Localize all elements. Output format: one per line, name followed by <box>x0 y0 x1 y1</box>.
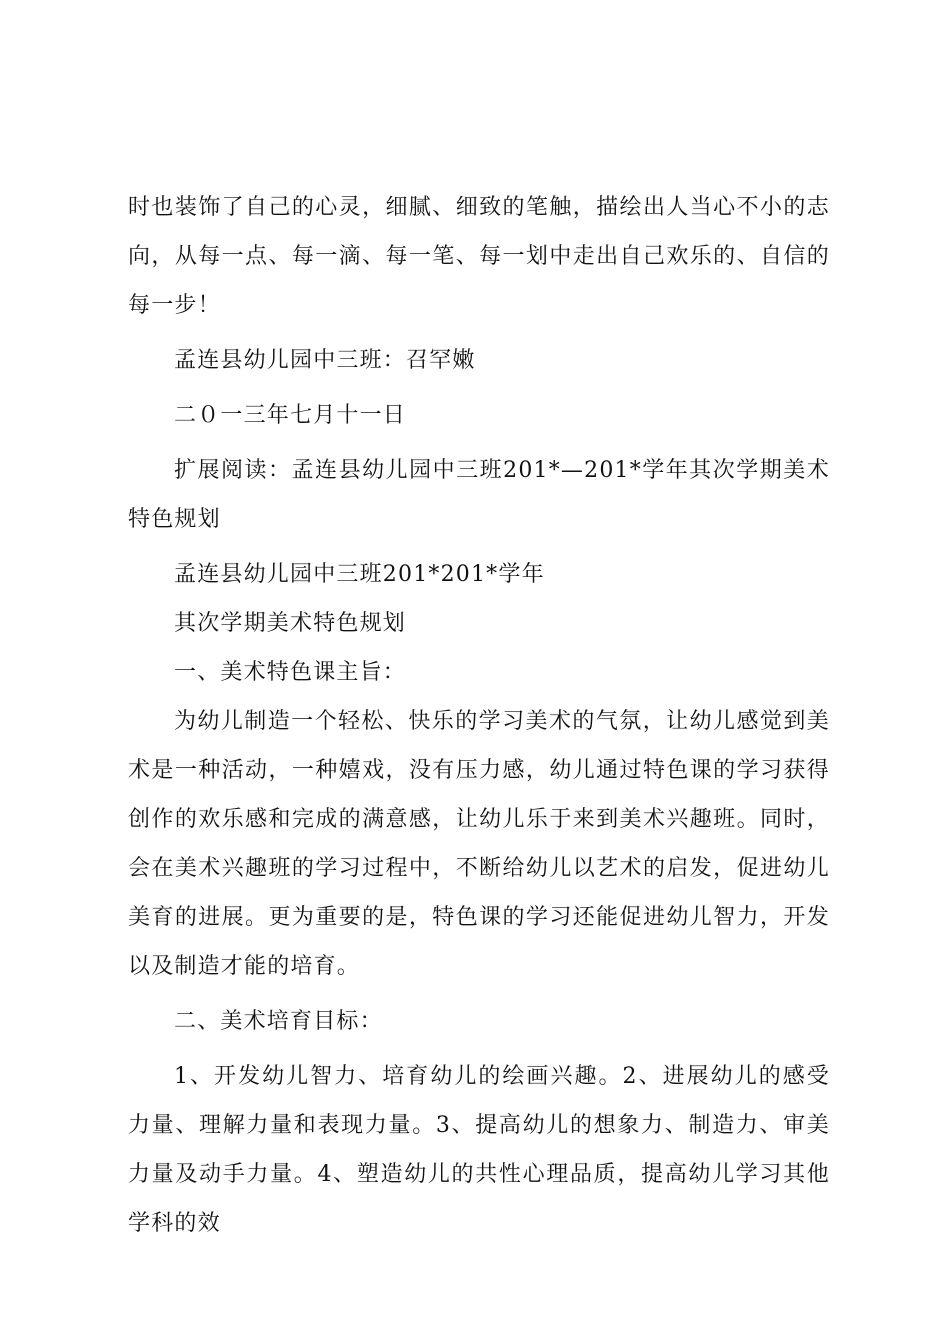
signature-date: 二０一三年七月十一日 <box>174 403 407 428</box>
extended-reading-heading: 扩展阅读：孟连县幼儿园中三班201*—201*学年其次学期美术特色规划 <box>128 458 830 532</box>
section-heading-purpose: 一、美术特色课主旨： <box>174 660 407 685</box>
paragraph-goals: 1、开发幼儿智力、培育幼儿的绘画兴趣。2、进展幼儿的感受力量、理解力量和表现力量。3、提高幼儿的想象力、制造力、审美力量及动手力量。4、塑造幼儿的共性心理品质，提高幼儿学习其他学科的效 <box>128 1064 830 1236</box>
document-body <box>128 183 830 1248</box>
paragraph-purpose: 为幼儿制造一个轻松、快乐的学习美术的气氛，让幼儿感觉到美术是一种活动，一种嬉戏，没有压力感，幼儿通过特色课的学习获得创作的欢乐感和完成的满意感，让幼儿乐于来到美术兴趣班。同时，会在美术兴趣班的学习过程中，不断给幼儿以艺术的启发，促进幼儿美育的进展。更为重要的是，特色课的学习还能促进幼儿智力，开发以及制造才能的培育。 <box>128 709 830 979</box>
plan-title-line-1: 孟连县幼儿园中三班201*201*学年 <box>174 562 545 587</box>
plan-title-line-2: 其次学期美术特色规划 <box>174 611 407 636</box>
paragraph-continuation: 时也装饰了自己的心灵，细腻、细致的笔触，描绘出人当心不小的志向，从每一点、每一滴、每一笔、每一划中走出自己欢乐的、自信的每一步！ <box>128 195 830 318</box>
signature-class-name: 孟连县幼儿园中三班：召罕嫩 <box>174 348 476 373</box>
section-heading-goals: 二、美术培育目标： <box>174 1009 383 1034</box>
